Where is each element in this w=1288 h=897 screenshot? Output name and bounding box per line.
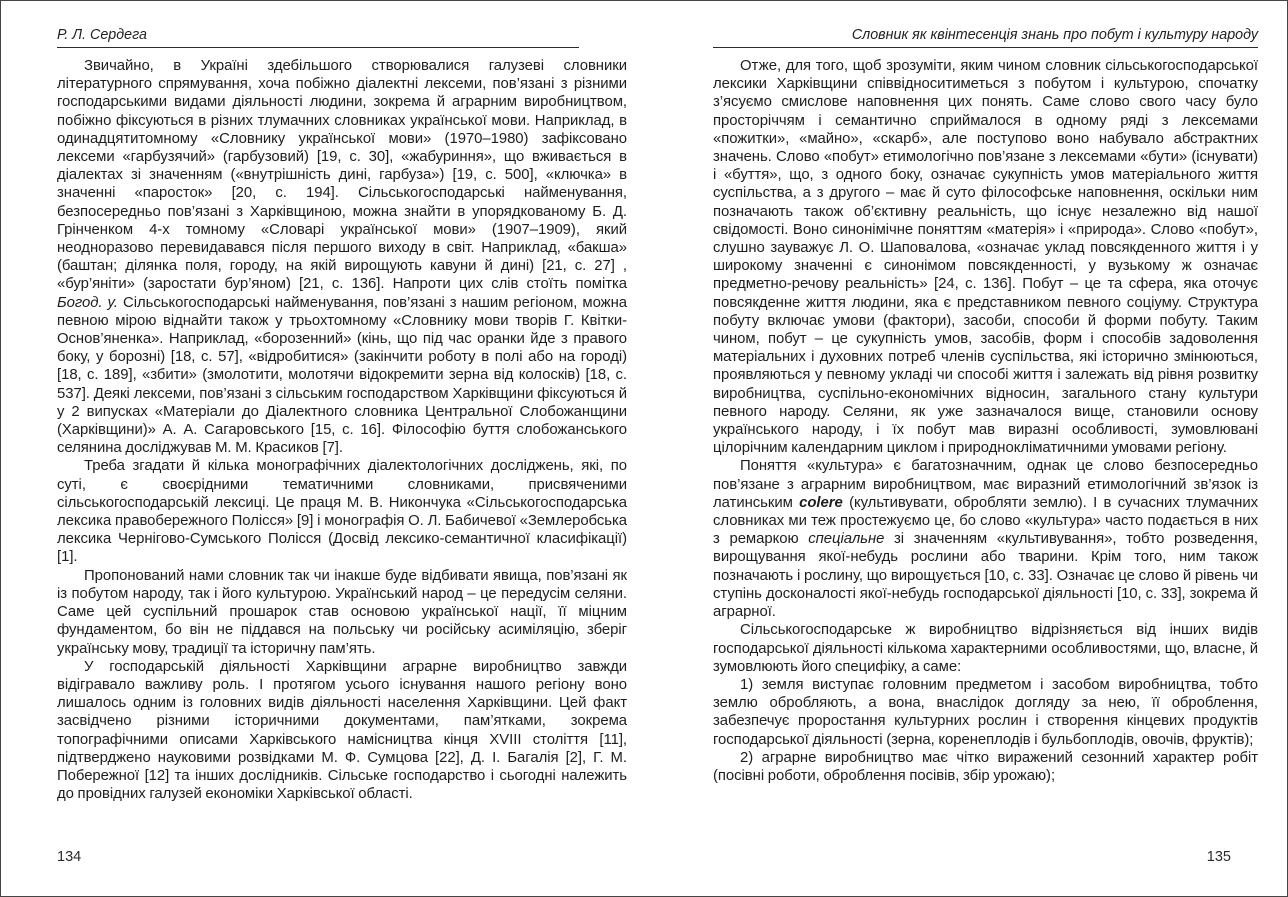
paragraph [713,457,1258,621]
paragraph [57,457,627,566]
text-run: (культивувати, обробляти землю). І в сучасних тлумачних словниках ми теж простежуємо це, бо слово «культура» часто подається в них з ремаркою [713,494,1258,548]
page-number-left: 134 [57,849,82,865]
page-right [713,27,1258,785]
text-run: Отже, для того, щоб зрозуміти, яким чином словник сільськогосподарської лексики Харківщини співвідноситиметься з побутом і культурою, спочатку з’ясуємо смислове наповнення цих понять. Саме слово свого часу було просторіччям і семантично сприймалося в одному ряді з лексемами «пожитки», «майно», «скарб», але поступово воно набувало абстрактних значень. Слово «побут» етимологічно пов’язане з лексемами «бути» (існувати) і «буття», що, з одного боку, означає сукупність умов матеріального життя суспільства, а з другого – має й суто філософське наповнення, оскільки ним позначають також об’єктивну реальність, що існує незалежно від нашої свідомості. Воно синонімічне поняттям «матерія» і «природа». Слово «побут», слушно зауважує Л. О. Шаповалова, «означає уклад повсякденного життя і у широкому значенні є синонімом повсякденності, у вузькому ж означає предметно-речову реальність» [24, с. 136]. Побут – це та сфера, яка оточує повсякденне життя людини, яка є представником певного соціуму. Структура побуту включає умови (фактори), засоби, способи й форми побуту. Таким чином, побут – це сукупність умов, засобів, форм і способів задоволення матеріальних і духовних потреб членів суспільства, які історично змінюються, проявляються у певному укладі чи способі життя і залежать від рівня розвитку виробництва, суспільно-економічних відносин, загального стану культури певного народу. Селяни, як уже зазначалося вище, становили основу українського народу, і їх побут мав виразні особливості, зумовлювані цілорічним календарним циклом і природнокліматичними умовами регіону. [713,58,1258,457]
paragraph [57,658,627,804]
emphasis-run: colere [799,494,843,511]
running-header-author: Р. Л. Сердега [57,27,147,43]
text-run: Звичайно, в Україні здебільшого створювалися галузеві словники літературного спрямування, хоча побіжно діалектні лексеми, пов’язані з різними господарськими видами діяльності людини, зокрема й аграрним виробництвом, побіжно фіксуються в різних тлумачних словниках української мови. Наприклад, в одинадцятитомному «Словнику української мови» (1970–1980) зафіксовано лексеми «гарбузячий» (гарбузовий) [19, с. 30], «жабуриння», що вживається в діалектах зі значенням («внутрішність дині, гарбуза») [19, с. 500], «ключка» в значенні «паросток» [20, с. 194]. Сільськогосподарські найменування, безпосередньо пов’язані з Харківщиною, можна знайти в упорядкованому Б. Д. Грінченком 4-х томному «Словарі української мови» (1907–1909), який неодноразово перевидавався після першого виходу в світ. Наприклад, «бакша» (баштан; ділянка поля, городу, на якій вирощують кавуни й дині) [21, с. 27] , «бур’яніти» (заростати бур’яном) [21, с. 136]. Напроти цих слів стоїть помітка [57,58,627,293]
paragraph [57,567,627,658]
page-right-body [713,57,1258,785]
text-run: Пропонований нами словник так чи інакше буде відбивати явища, пов’язані як із побутом народу, так і його культурою. Український народ – це передусім селяни. Саме цей суспільний прошарок став основою української нації, її міцним фундаментом, бо він не піддався на польську чи російську асиміляцію, зберіг українську мову, традиції та історичну пам’ять. [57,567,627,657]
text-run: У господарській діяльності Харківщини аграрне виробництво завжди відігравало важливу роль. І протягом усього існування нашого регіону воно лишалось одним із головних видів діяльності населення Харківщини. Цей факт засвідчено різними історичними документами, пам’ятками, зокрема топографічними описами Харківського намісництва кінця XVIII століття [11], підтверджено науковими розвідками М. Ф. Сумцова [22], Д. І. Багалія [2], Г. М. Побережної [12] та інших дослідників. Сільське господарство і сьогодні належить до провідних галузей економіки Харківської області. [57,658,627,803]
running-header-left-block [57,27,579,48]
paragraph [57,57,627,457]
text-run: Сільськогосподарські найменування, пов’язані з нашим регіоном, можна певною мірою віднайти також у трьохтомному «Словнику мови творів Г. Квітки-Основ’яненка». Наприклад, «борозенний» (кінь, що під час оранки йде з правого боку, у борозні) [18, с. 57], «відробитися» (закінчити роботу в полі або на городі) [18, с. 189], «збити» (змолотити, молотячи відокремити зерна від колосків) [18, с. 537]. Деякі лексеми, пов’язані з сільським господарством Харківщини фіксуються й у 2 випусках «Матеріали до Діалектного словника Центральної Слобожанщини (Харківщини)» А. А. Сагаровського [15, с. 16]. Філософію буття слобожанського селянина досліджував М. М. Красиков [7]. [57,294,627,457]
paragraph [713,57,1258,457]
paragraph [713,676,1258,749]
paragraph [713,749,1258,785]
text-run: Сільськогосподарське ж виробництво відрізняється від інших видів господарської діяльності кількома характерними особливостями, що, власне, й зумовлюють його специфіку, а саме: [713,622,1258,675]
page-left-body [57,57,627,803]
running-header-right-block [713,27,1258,48]
text-run: 2) аграрне виробництво має чітко виражений сезонний характер робіт (посівні роботи, оброблення посівів, збір урожаю); [713,749,1258,784]
emphasis-run: спеціальне [808,531,885,548]
text-run: Поняття «культура» є багатозначним, однак це слово безпосередньо пов’язане з аграрним виробництвом, має виразний етимологічний зв’язок із латинським [713,458,1258,511]
emphasis-run: Богод. у. [57,294,119,311]
running-header-chapter-title: Словник як квінтесенція знань про побут і культуру народу [851,27,1258,43]
text-run: 1) земля виступає головним предметом і засобом виробництва, тобто землю обробляють, а вона, внаслідок догляду за нею, її оброблення, забезпечує проростання культурних рослин і створення кінцевих продуктів господарської діяльності (зерна, коренеплодів і бульбоплодів, овочів, фруктів); [713,676,1258,748]
page-left [57,27,627,803]
page-number-right: 135 [1206,849,1231,865]
paragraph [713,621,1258,676]
text-run: зі значенням «культивування», тобто розведення, вирощування якої-небудь рослини або тварини. Крім того, ним також позначають і рослину, що вирощується [10, с. 33]. Означає це слово й рівень чи ступінь досконалості якої-небудь господарської діяльності [10, с. 33], зокрема й аграрної. [713,531,1258,621]
text-run: Треба згадати й кілька монографічних діалектологічних досліджень, які, по суті, є своєрідними тематичними словниками, присвяченими сільськогосподарській лексиці. Це праця М. В. Никончука «Сільськогосподарська лексика правобережного Полісся» [9] і монографія О. Л. Бабичевої «Землеробська лексика Чернігово-Сумського Полісся (Досвід лексико-семантичної класифікації) [1]. [57,458,627,566]
